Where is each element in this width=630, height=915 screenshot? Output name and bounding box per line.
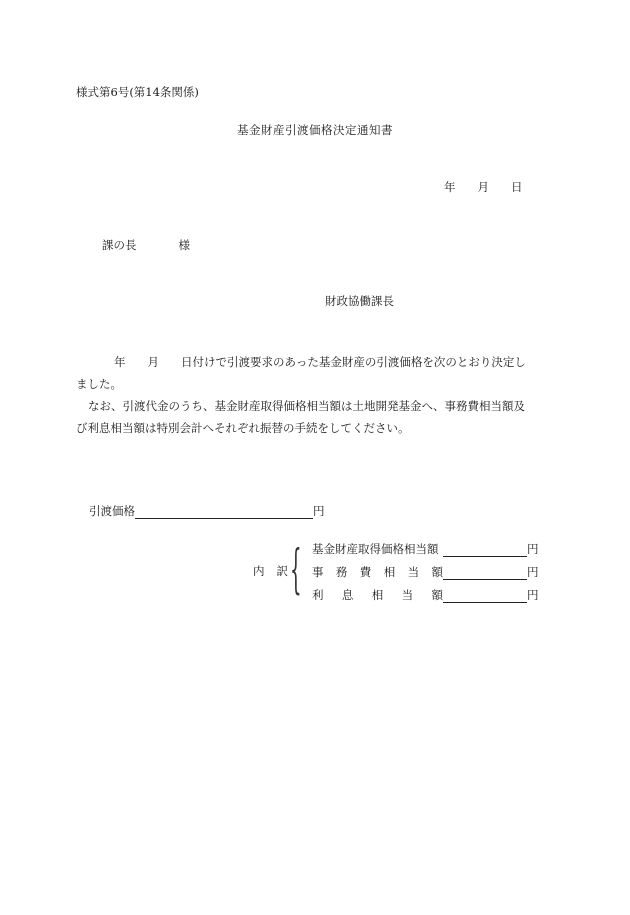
- breakdown-label-1: 内: [253, 564, 265, 578]
- form-number: 様式第6号(第14条関係): [76, 85, 199, 99]
- breakdown-item-label: 事務費相当額: [312, 565, 443, 579]
- breakdown-unit: 円: [527, 565, 539, 579]
- breakdown-unit: 円: [527, 588, 539, 602]
- body-paragraph-1: [76, 351, 534, 395]
- price-line: [89, 503, 325, 519]
- price-label: 引渡価格: [89, 504, 135, 518]
- breakdown-label-2: 訳: [276, 564, 288, 578]
- body-text-1: 日付けで引渡要求のあった基金財産の引渡価格を次のとおり決定しました。: [76, 355, 526, 391]
- breakdown-item-label: 利息相当額: [312, 588, 443, 602]
- breakdown-label: [253, 563, 288, 579]
- date-line: [444, 179, 523, 195]
- breakdown-row: [312, 541, 539, 564]
- body-month: 月: [147, 355, 159, 369]
- breakdown-list: [312, 541, 539, 610]
- price-blank: [135, 505, 313, 519]
- breakdown-row: [312, 587, 539, 610]
- date-month: 月: [477, 180, 489, 194]
- addressee-dept: 課の長: [102, 238, 137, 252]
- breakdown-row: [312, 564, 539, 587]
- body-year: 年: [114, 355, 126, 369]
- addressee-honorific: 様: [178, 238, 190, 252]
- document-title: 基金財産引渡価格決定通知書: [237, 123, 393, 137]
- breakdown-item-label: 基金財産取得価格相当額: [312, 542, 439, 556]
- breakdown-blank: [443, 589, 527, 603]
- body-text-2: なお、引渡代金のうち、基金財産取得価格相当額は土地開発基金へ、事務費相当額及び利息相当額は特別会計へそれぞれ振替の手続をしてください。: [76, 399, 525, 435]
- breakdown-blank: [443, 543, 527, 557]
- date-year: 年: [444, 180, 456, 194]
- breakdown-blank: [443, 566, 527, 580]
- sender: 財政協働課長: [325, 294, 394, 308]
- body-text: [76, 351, 534, 439]
- addressee: [102, 237, 190, 253]
- left-brace-icon: {: [290, 540, 302, 600]
- body-paragraph-2: [76, 395, 534, 439]
- date-day: 日: [511, 180, 523, 194]
- price-unit: 円: [313, 504, 325, 518]
- breakdown-unit: 円: [527, 542, 539, 556]
